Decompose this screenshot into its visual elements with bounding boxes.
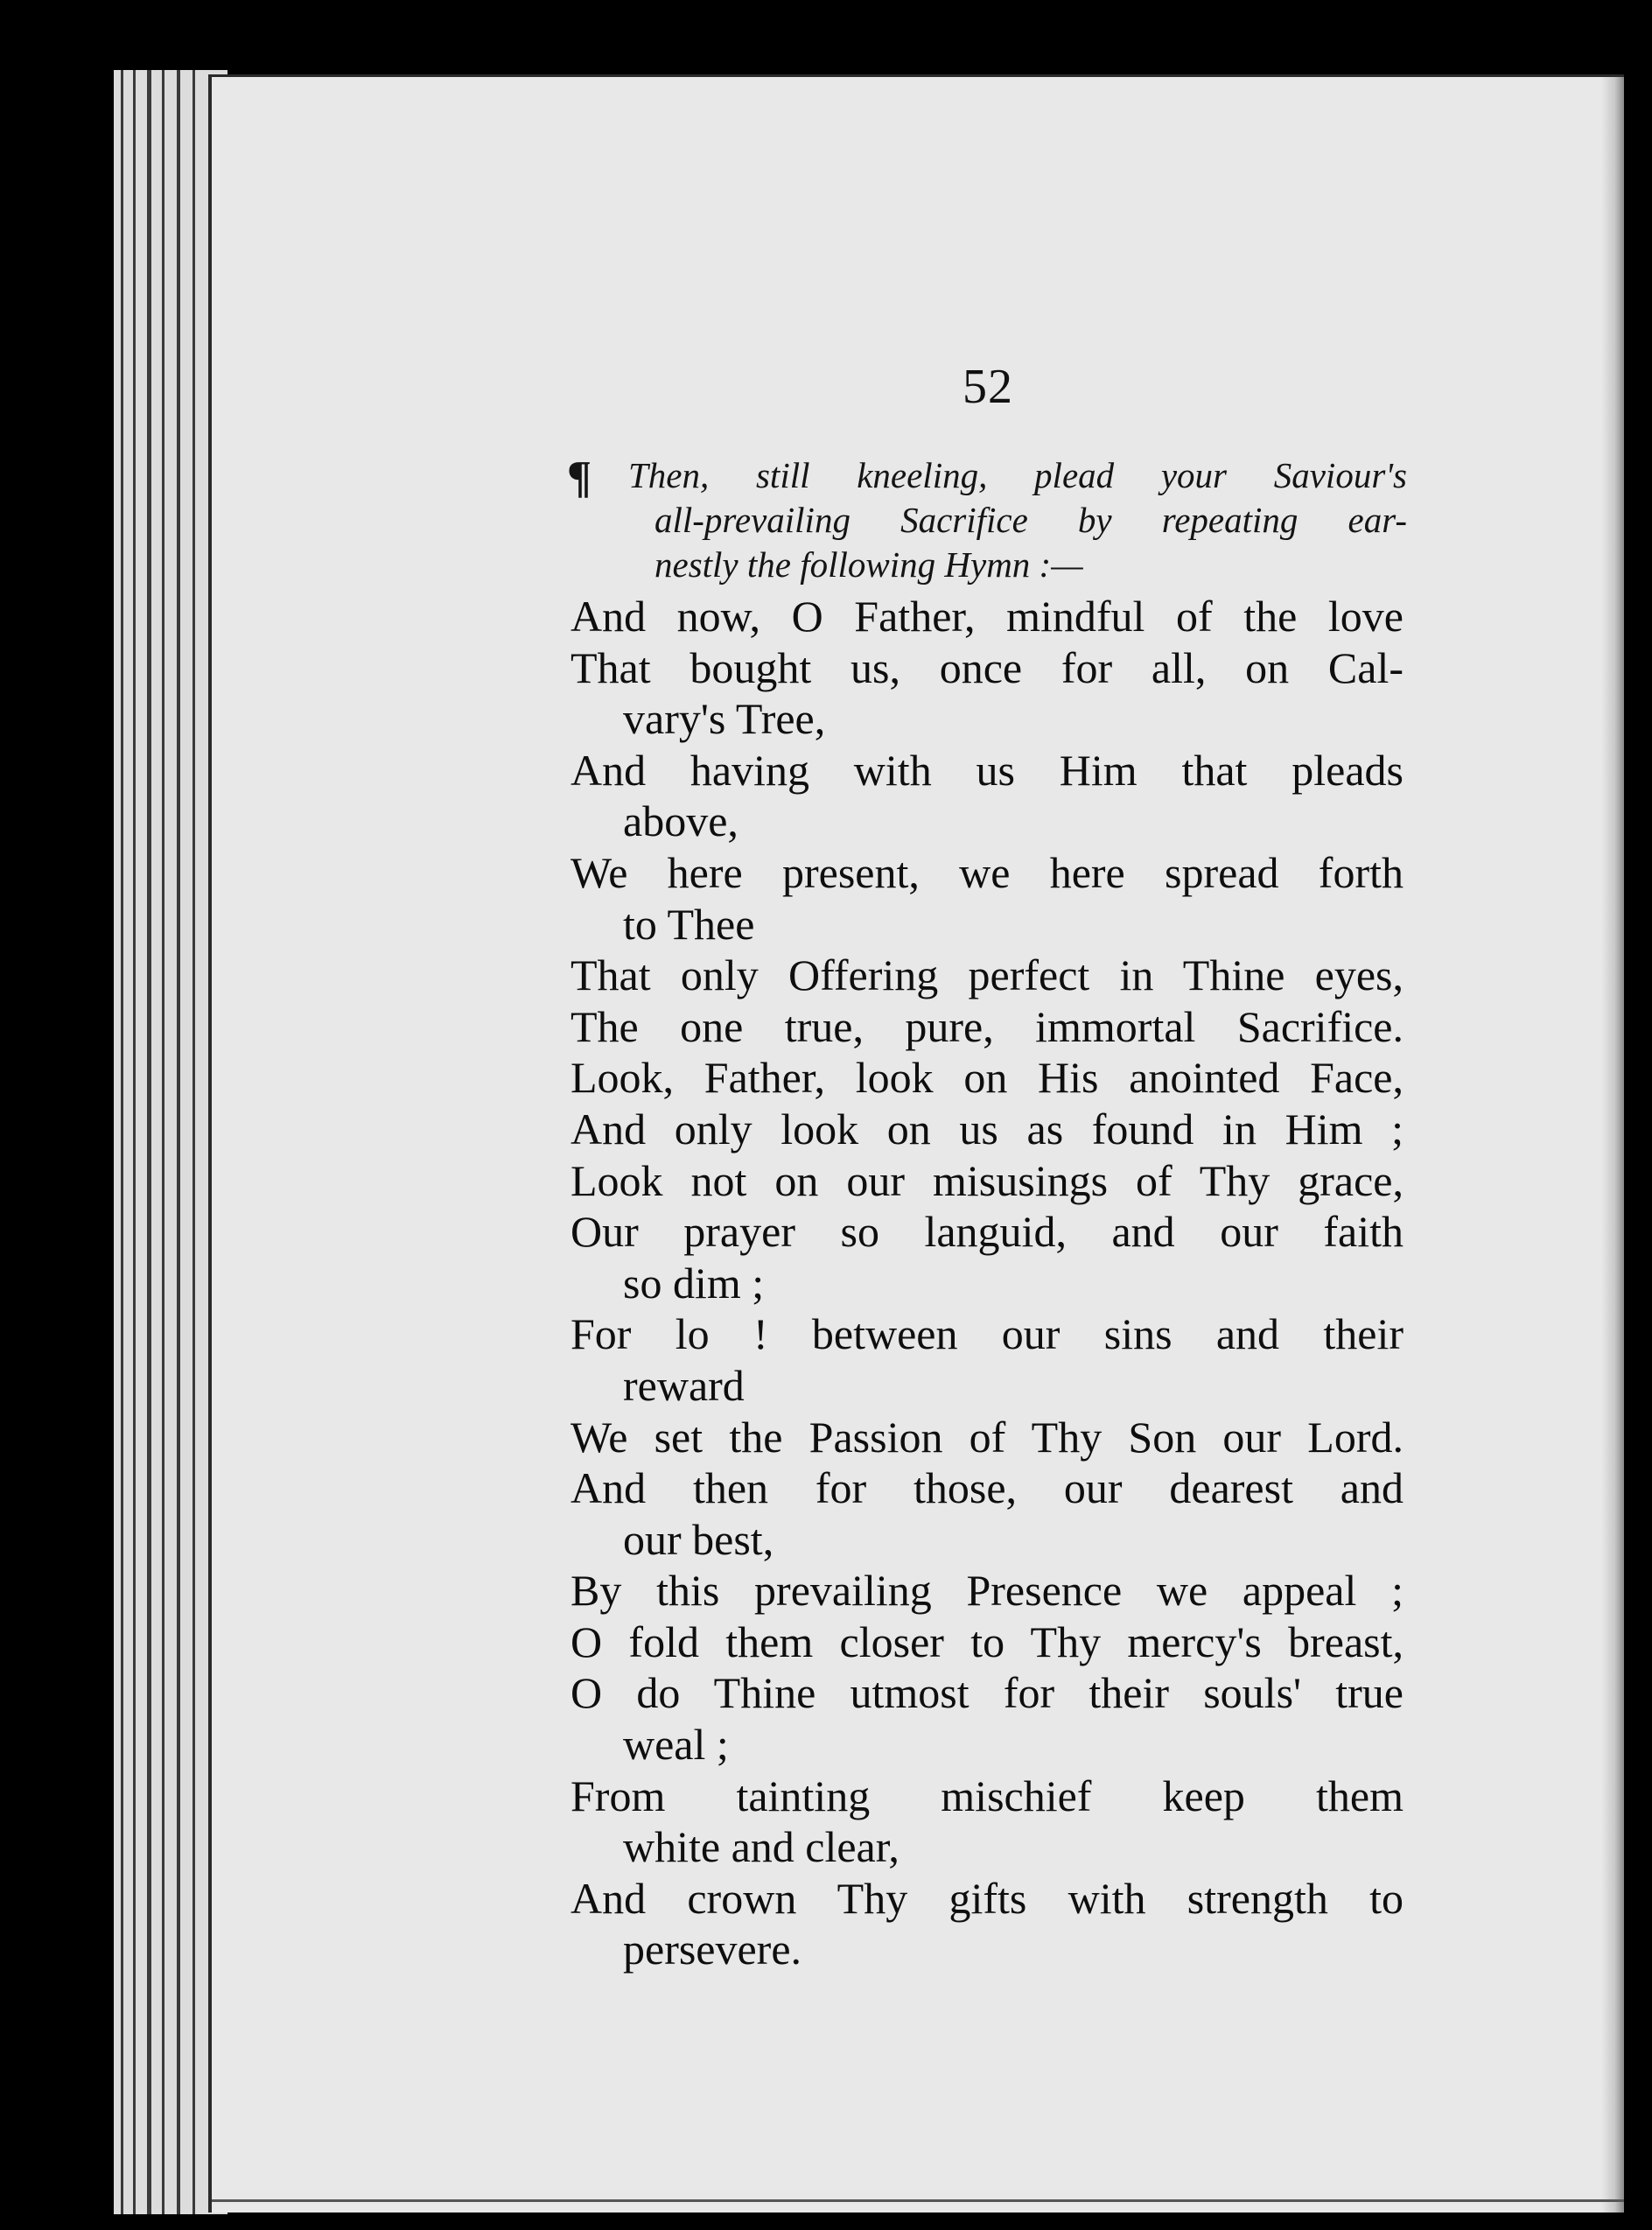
hymn-line: Our prayer so languid, and our faith bbox=[570, 1207, 1404, 1257]
rubric-line: nestly the following Hymn :— bbox=[654, 544, 1083, 585]
hymn-line: weal ; bbox=[623, 1720, 729, 1770]
rubric-line: all-prevailing Sacrifice by repeating ear- bbox=[654, 500, 1407, 540]
page-edge-line bbox=[133, 70, 136, 2214]
hymn-line: And then for those, our dearest and bbox=[570, 1463, 1404, 1513]
hymn-line: That bought us, once for all, on Cal- bbox=[570, 642, 1404, 692]
page-edge-line bbox=[177, 70, 180, 2214]
page-bottom-edge bbox=[212, 2199, 1624, 2202]
page-edge-line bbox=[192, 70, 195, 2214]
hymn-line: white and clear, bbox=[623, 1822, 900, 1872]
hymn-text bbox=[570, 591, 1404, 1975]
hymn-line: above, bbox=[623, 796, 738, 846]
hymn-line: persevere. bbox=[623, 1925, 802, 1974]
hymn-line: to Thee bbox=[623, 899, 755, 949]
rubric-instruction bbox=[567, 453, 1407, 587]
hymn-line: O do Thine utmost for their souls' true bbox=[570, 1668, 1404, 1718]
hymn-line: Look, Father, look on His anointed Face, bbox=[570, 1053, 1404, 1103]
hymn-line: And having with us Him that pleads bbox=[570, 745, 1404, 795]
page-edge-line bbox=[147, 70, 151, 2214]
hymn-line: O fold them closer to Thy mercy's breast, bbox=[570, 1616, 1404, 1666]
hymn-line: And crown Thy gifts with strength to bbox=[570, 1873, 1404, 1923]
hymn-line: our best, bbox=[623, 1514, 774, 1564]
hymn-line: That only Offering perfect in Thine eyes, bbox=[570, 950, 1404, 1000]
hymn-line: so dim ; bbox=[623, 1258, 765, 1308]
page-gutter-shadow bbox=[1601, 77, 1624, 2212]
hymn-line: We here present, we here spread forth bbox=[570, 847, 1404, 897]
page-edge-line bbox=[121, 70, 123, 2214]
pilcrow-mark: ¶ bbox=[567, 452, 592, 502]
hymn-line: For lo ! between our sins and their bbox=[570, 1309, 1404, 1359]
hymn-line: And only look on us as found in Him ; bbox=[570, 1104, 1404, 1154]
page-number: 52 bbox=[962, 360, 1013, 414]
hymn-line: vary's Tree, bbox=[623, 694, 826, 744]
hymn-line: And now, O Father, mindful of the love bbox=[570, 592, 1404, 641]
hymn-line: Look not on our misusings of Thy grace, bbox=[570, 1155, 1404, 1205]
hymn-line: From tainting mischief keep them bbox=[570, 1771, 1404, 1820]
hymn-line: reward bbox=[623, 1360, 745, 1410]
hymn-line: The one true, pure, immortal Sacrifice. bbox=[570, 1001, 1404, 1051]
rubric-line: Then, still kneeling, plead your Saviour's bbox=[628, 455, 1407, 495]
hymn-line: By this prevailing Presence we appeal ; bbox=[570, 1566, 1404, 1616]
hymn-line: We set the Passion of Thy Son our Lord. bbox=[570, 1412, 1404, 1462]
page-edge-line bbox=[162, 70, 164, 2214]
